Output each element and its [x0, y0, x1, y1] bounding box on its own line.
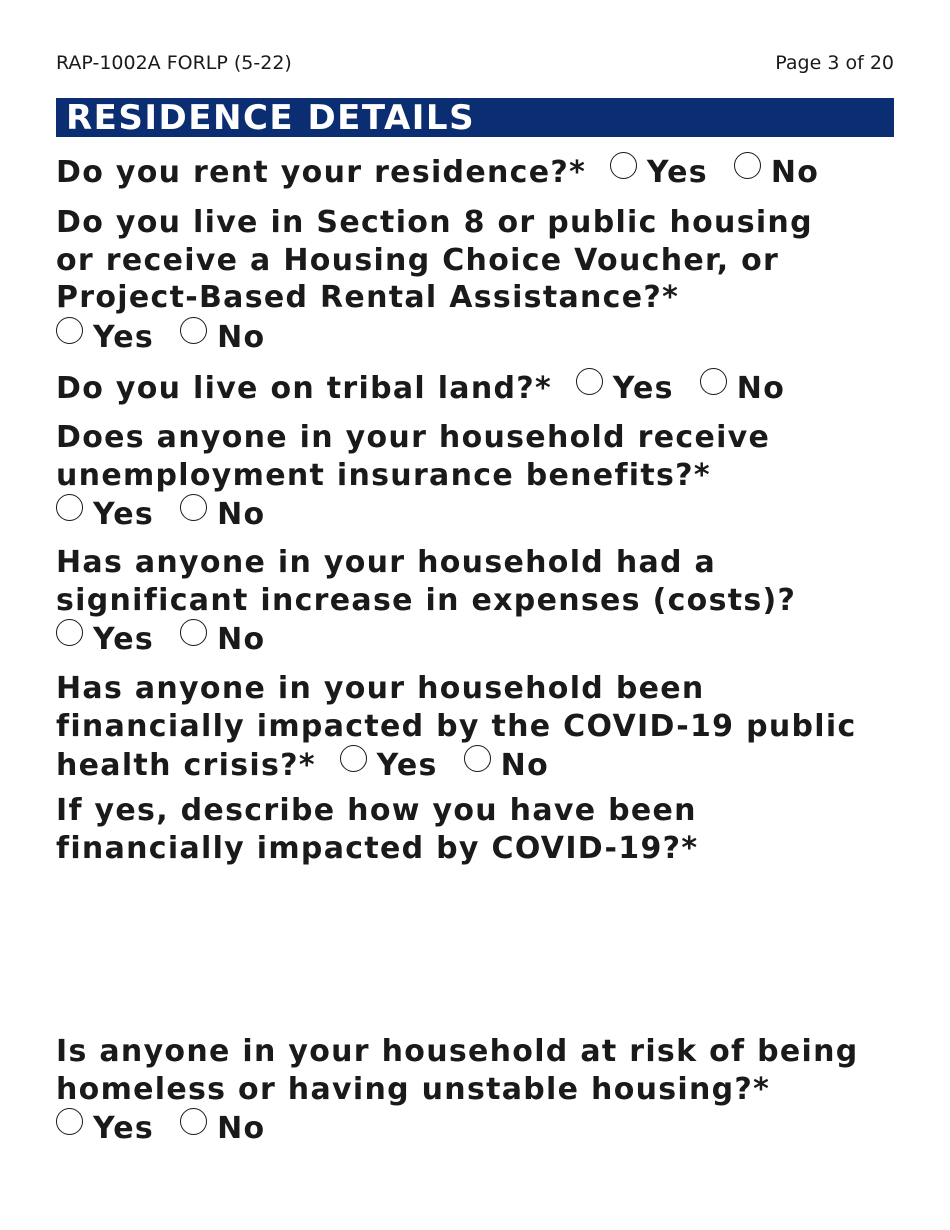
question-line: Project-Based Rental Assistance?* — [56, 280, 680, 315]
question-line: Has anyone in your household been — [56, 671, 705, 706]
unemployment-no-option[interactable]: No — [180, 494, 265, 534]
question-line: Has anyone in your household had a — [56, 545, 717, 580]
question-line: significant increase in expenses (costs)? — [56, 582, 797, 618]
question-line: unemployment insurance benefits?* — [56, 457, 711, 493]
expenses-no-radio[interactable] — [180, 619, 207, 646]
covid-no-radio[interactable] — [464, 745, 491, 772]
question-line: or receive a Housing Choice Voucher, or — [56, 242, 780, 278]
unemployment-yes-radio[interactable] — [56, 494, 83, 521]
section-title: RESIDENCE DETAILS — [56, 98, 894, 137]
covid-yes-option[interactable]: Yes — [340, 745, 438, 785]
unemployment-yes-option[interactable]: Yes — [56, 494, 154, 534]
section8-no-option[interactable]: No — [180, 317, 265, 357]
unemployment-no-radio[interactable] — [180, 494, 207, 521]
expenses-yes-radio[interactable] — [56, 619, 83, 646]
question-covid — [56, 670, 906, 785]
section8-yes-option[interactable]: Yes — [56, 317, 154, 357]
question-line: Does anyone in your household receive — [56, 420, 771, 455]
question-covid-describe — [56, 792, 906, 867]
homeless-no-option[interactable]: No — [180, 1108, 265, 1148]
page-header — [56, 52, 894, 74]
question-unemployment — [56, 419, 906, 534]
homeless-yes-radio[interactable] — [56, 1108, 83, 1135]
expenses-no-option[interactable]: No — [180, 619, 265, 659]
homeless-no-radio[interactable] — [180, 1108, 207, 1135]
question-rent — [56, 152, 906, 192]
question-line: financially impacted by the COVID-19 public — [56, 708, 857, 744]
rent-no-option[interactable]: No — [734, 152, 819, 192]
question-line: homeless or having unstable housing?* — [56, 1071, 771, 1107]
rent-yes-radio[interactable] — [610, 152, 637, 179]
question-expenses — [56, 544, 906, 659]
question-line: financially impacted by COVID-19?* — [56, 830, 699, 866]
homeless-yes-option[interactable]: Yes — [56, 1108, 154, 1148]
form-id: RAP-1002A FORLP (5-22) — [56, 52, 292, 74]
question-line: Do you live in Section 8 or public housing — [56, 205, 813, 240]
question-rent-label: Do you rent your residence?* — [56, 155, 587, 190]
section8-yes-radio[interactable] — [56, 317, 83, 344]
section8-no-radio[interactable] — [180, 317, 207, 344]
covid-description-field[interactable] — [56, 875, 894, 1025]
tribal-no-radio[interactable] — [700, 368, 727, 395]
covid-yes-radio[interactable] — [340, 745, 367, 772]
expenses-yes-option[interactable]: Yes — [56, 619, 154, 659]
question-line: Is anyone in your household at risk of being — [56, 1034, 859, 1069]
tribal-yes-radio[interactable] — [576, 368, 603, 395]
question-tribal — [56, 368, 906, 408]
tribal-no-option[interactable]: No — [700, 368, 785, 408]
rent-no-radio[interactable] — [734, 152, 761, 179]
rent-yes-option[interactable]: Yes — [610, 152, 708, 192]
question-homeless — [56, 1033, 906, 1148]
question-line: If yes, describe how you have been — [56, 793, 697, 828]
question-line: health crisis?* — [56, 748, 316, 783]
question-tribal-label: Do you live on tribal land?* — [56, 371, 552, 406]
tribal-yes-option[interactable]: Yes — [576, 368, 674, 408]
question-section8 — [56, 204, 906, 356]
covid-no-option[interactable]: No — [464, 745, 549, 785]
page-number: Page 3 of 20 — [775, 52, 894, 74]
